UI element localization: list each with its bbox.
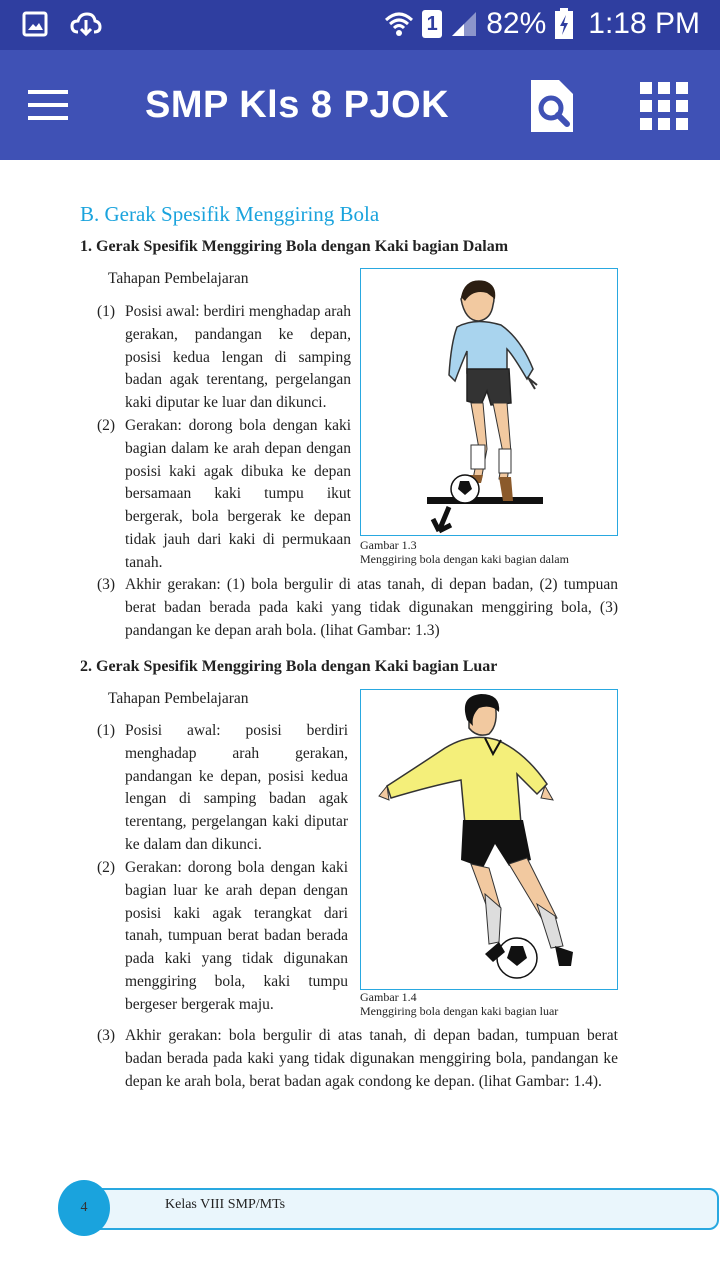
figure-label: Gambar 1.3 [360, 538, 417, 552]
wifi-icon [384, 10, 414, 38]
signal-icon [450, 10, 478, 38]
figure-caption: Menggiring bola dengan kaki bagian luar [360, 1004, 559, 1018]
tahapan-label-2: Tahapan Pembelajaran [108, 690, 249, 707]
grid-apps-icon[interactable] [640, 82, 688, 130]
dribbling-outside-foot-illustration [361, 690, 617, 989]
dribbling-inside-foot-illustration [361, 269, 617, 535]
item-text: Akhir gerakan: (1) bola bergulir di atas tanah, di depan badan, (2) tumpuan berat badan berada pada kaki yang tidak digunakan menggiring bola, (3) pandangan ke depan arah bola. (lihat Gambar: 1.3) [125, 576, 618, 639]
image-icon [22, 11, 48, 37]
footer-text: Kelas VIII SMP/MTs [165, 1197, 286, 1212]
list-item [97, 1025, 618, 1093]
search-document-icon[interactable] [527, 78, 577, 134]
item-number: (1) [97, 303, 116, 320]
list-item [97, 574, 618, 642]
item-number: (3) [97, 1027, 116, 1044]
item-number: (3) [97, 576, 116, 593]
subsection-title-1: 1. Gerak Spesifik Menggiring Bola dengan Kaki bagian Dalam [80, 238, 509, 255]
battery-percent: 82% [486, 7, 547, 40]
sim-icon: 1 [422, 10, 442, 38]
status-bar [0, 0, 720, 50]
figure-1-3 [360, 268, 618, 536]
app-bar [0, 50, 720, 160]
item-text: Akhir gerakan: bola bergulir di atas tanah, di depan badan, tumpuan berat badan berada pada kaki yang tidak digunakan menggiring bola, pandangan ke depan ke arah bola, berat badan agak condong ke depan. (lihat Gambar: 1.4). [125, 1027, 618, 1090]
figure-label: Gambar 1.4 [360, 990, 417, 1004]
list-item [97, 720, 348, 857]
clock: 1:18 PM [588, 7, 700, 40]
item-text: Posisi awal: berdiri menghadap arah gerakan, pandangan ke depan, posisi kedua lengan di samping badan agak terentang, pergelangan kaki diputar ke luar dan dikunci. [125, 303, 351, 412]
item-number: (1) [97, 722, 116, 739]
figure-caption-1-4 [360, 990, 558, 1018]
app-title: SMP Kls 8 PJOK [145, 84, 450, 126]
item-number: (2) [97, 417, 116, 434]
list-item [97, 857, 348, 1017]
figure-caption-1-3 [360, 538, 569, 566]
figure-caption: Menggiring bola dengan kaki bagian dalam [360, 552, 569, 566]
page-number: 4 [58, 1180, 110, 1236]
section-title: B. Gerak Spesifik Menggiring Bola [80, 202, 380, 226]
battery-icon [554, 8, 574, 40]
download-icon [70, 10, 102, 38]
menu-icon[interactable] [28, 90, 68, 120]
list-item [97, 415, 351, 575]
item-text: Posisi awal: posisi berdiri menghadap arah gerakan, pandangan ke depan, posisi kedua lengan di samping badan agak terentang, pergelangan kaki diputar ke dalam dan dikunci. [125, 722, 348, 853]
subsection-title-2: 2. Gerak Spesifik Menggiring Bola dengan Kaki bagian Luar [80, 658, 498, 675]
book-page [0, 160, 720, 1280]
list-item [97, 301, 351, 415]
item-number: (2) [97, 859, 116, 876]
figure-1-4 [360, 689, 618, 990]
tahapan-label-1: Tahapan Pembelajaran [108, 270, 249, 287]
item-text: Gerakan: dorong bola dengan kaki bagian luar ke arah depan dengan posisi kaki agak terangkat dari tanah, tumpuan berat badan berada pada kaki yang tidak digunakan menggiring bola, kaki tumpu bergeser bergerak maju. [125, 859, 348, 1013]
item-text: Gerakan: dorong bola dengan kaki bagian dalam ke arah depan dengan posisi kaki agak dibuka ke depan bersamaan kaki tumpu ikut bergerak, bola bergerak ke depan tidak jauh dari kaki di permukaan tanah. [125, 417, 351, 571]
